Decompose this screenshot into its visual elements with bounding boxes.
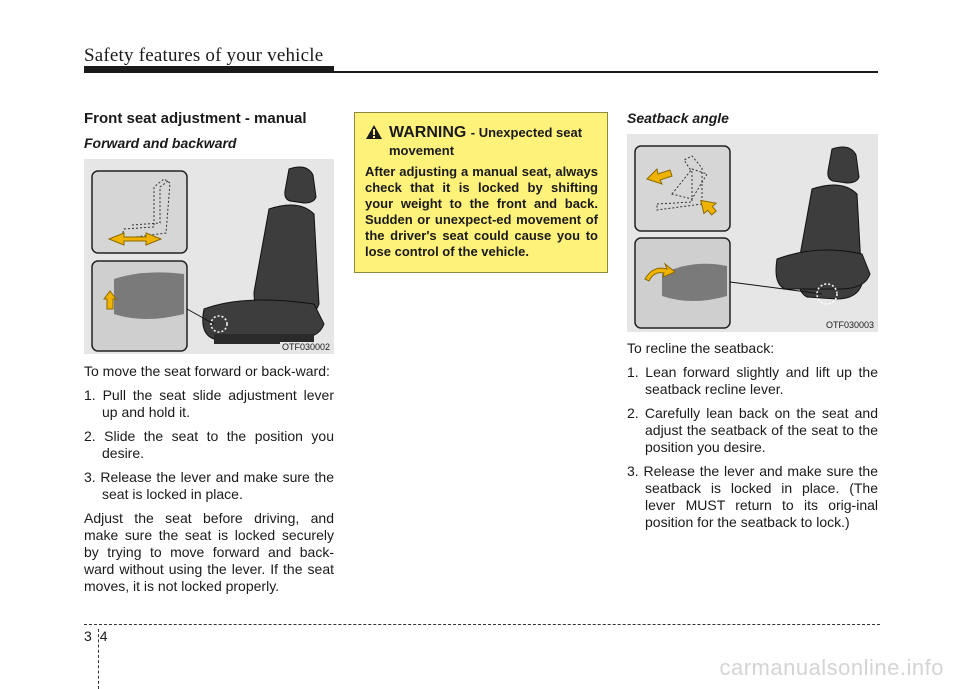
page-number	[84, 628, 116, 644]
list-item: 2. Carefully lean back on the seat and adjust the seatback of the seat to the position you desire.	[627, 405, 878, 455]
column-seatback-angle	[627, 110, 878, 538]
warning-subtitle: - Unexpected seat movement	[389, 125, 583, 158]
list-item: 3. Release the lever and make sure the seat is locked in place.	[84, 469, 334, 502]
seatback-illustration	[627, 134, 878, 332]
figure-code: OTF030002	[281, 342, 330, 352]
warning-title: WARNING	[389, 124, 467, 141]
recline-lever-inset	[635, 238, 730, 328]
list-item: 2. Slide the seat to the position you desire.	[84, 428, 334, 461]
section-number: 3	[84, 628, 100, 644]
watermark: carmanualsonline.info	[719, 655, 944, 680]
seatback-figure	[627, 134, 878, 332]
column-forward-backward	[84, 110, 334, 602]
warning-triangle-icon	[365, 124, 383, 140]
intro-text: To recline the seatback:	[627, 340, 775, 356]
header-title: Safety features of your vehicle	[84, 45, 324, 66]
slide-inset	[92, 171, 187, 253]
page-index: 4	[99, 628, 116, 644]
subsection-heading: Forward and backward	[84, 135, 237, 151]
section-heading: Front seat adjustment - manual	[84, 110, 307, 127]
footer-rule	[84, 624, 880, 625]
list-item: 1. Lean forward slightly and lift up the seatback recline lever.	[627, 364, 878, 397]
intro-text: To move the seat forward or back-ward:	[84, 363, 330, 379]
footer-vertical-rule	[98, 629, 99, 689]
seat-illustration	[84, 159, 334, 354]
figure-code: OTF030003	[825, 320, 874, 330]
list-item: 1. Pull the seat slide adjustment lever up and hold it.	[84, 387, 334, 420]
warning-body: After adjusting a manual seat, always check that it is locked by shifting your weight to the front and back. Sudden or unexpect-ed movement of the driver's seat could cause you to lose control of the vehicle.	[365, 164, 598, 259]
steps-list	[627, 364, 878, 531]
header-rule-thin	[84, 71, 878, 73]
seat-slide-figure	[84, 159, 334, 354]
steps-list	[84, 387, 334, 503]
note-text: Adjust the seat before driving, and make sure the seat is locked securely by trying to move forward and back-ward without using the lever. If the seat moves, it is not locked properly.	[84, 510, 334, 594]
warning-box	[354, 112, 608, 273]
recline-inset	[635, 146, 730, 231]
list-item: 3. Release the lever and make sure the seatback is locked in place. (The lever MUST return to its orig-inal position for the seatback to lock.)	[627, 463, 878, 530]
lever-inset	[92, 261, 187, 351]
subsection-heading: Seatback angle	[627, 110, 729, 126]
column-warning	[354, 110, 606, 273]
